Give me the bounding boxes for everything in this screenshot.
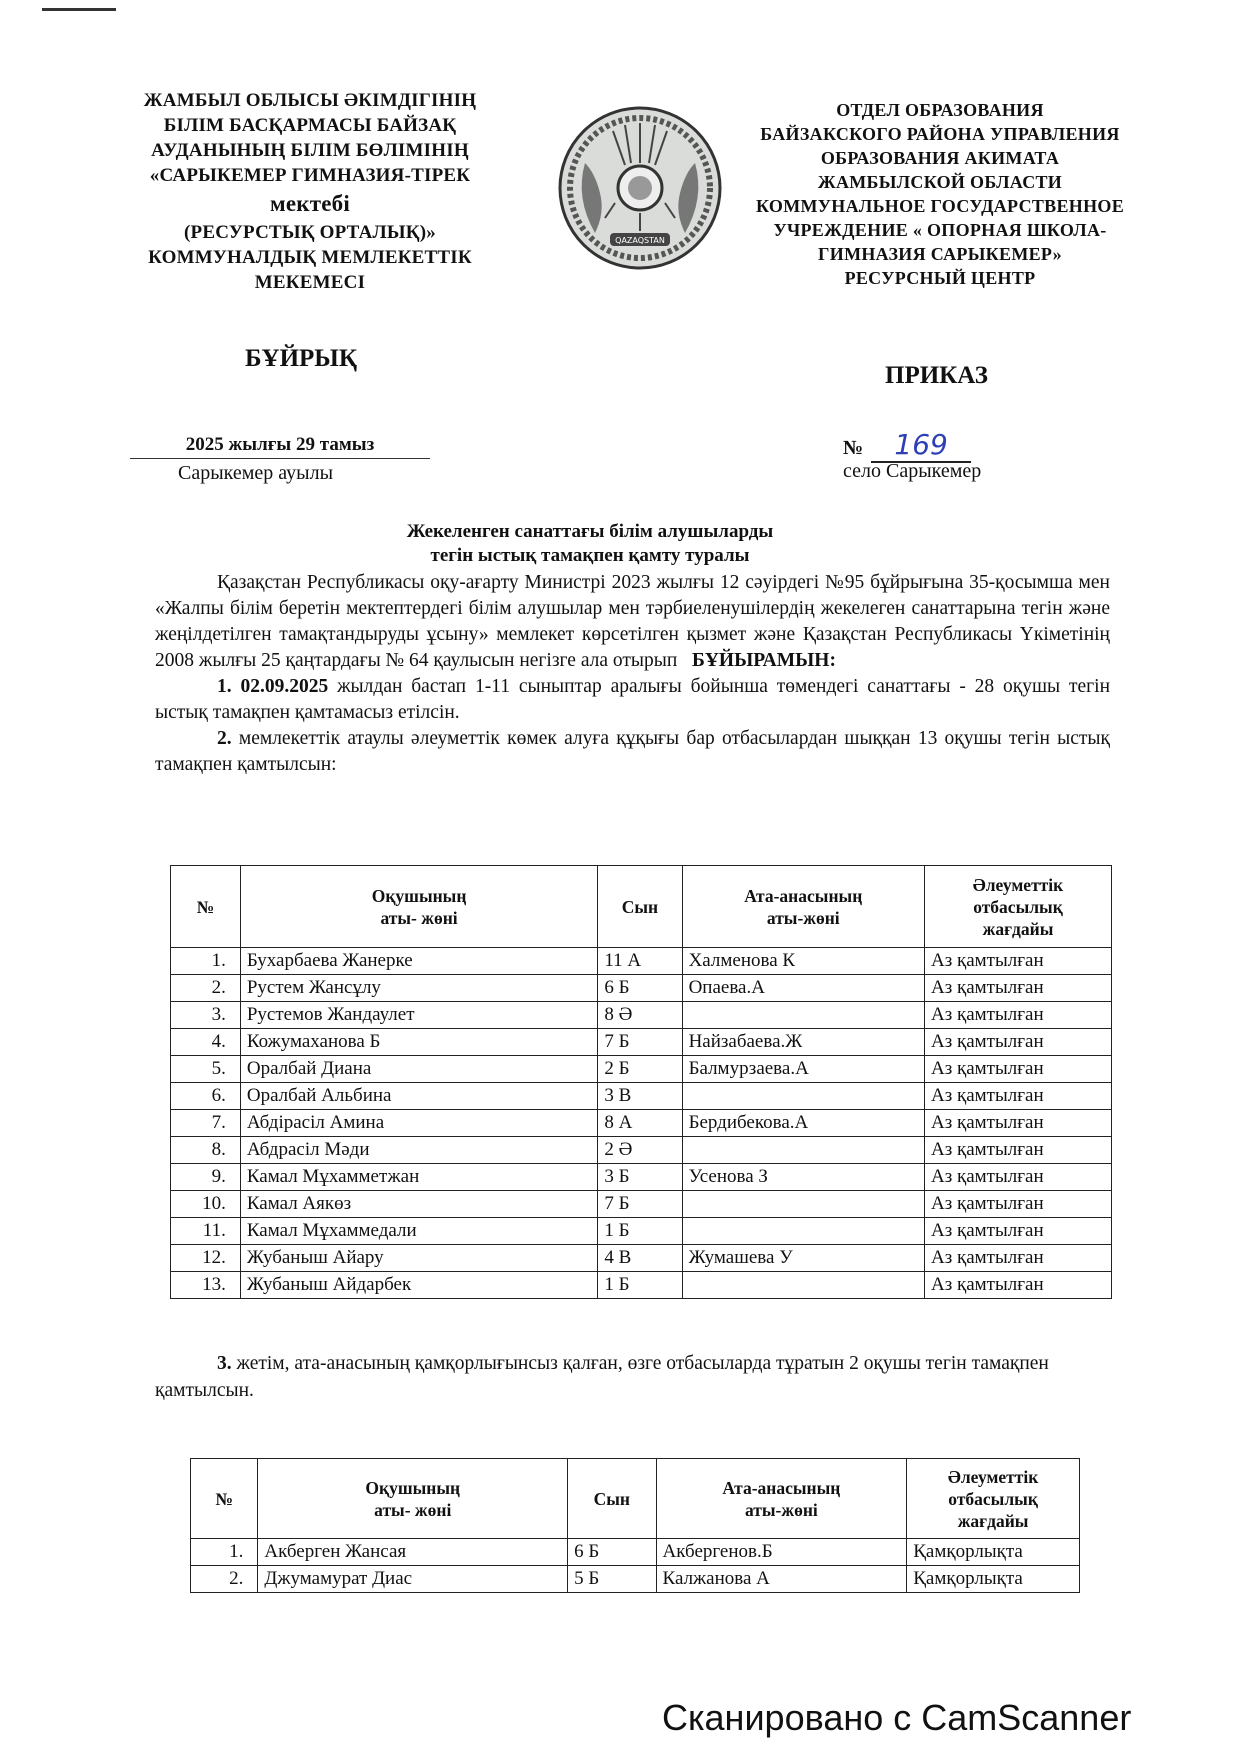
paragraph-3: 3. жетім, ата-анасының қамқорлығынсыз қалған, өзге отбасыларда тұратын 2 оқушы тегін тамақпен қамтылсын. — [155, 1353, 1049, 1401]
camscanner-watermark: Сканировано с CamScanner — [662, 1697, 1132, 1738]
col-header-parent: Ата-анасының аты-жөні — [656, 1459, 907, 1539]
table-row: 6. Оралбай Альбина 3 В Аз қамтылған — [171, 1083, 1112, 1110]
handwritten-number: 169 — [871, 428, 971, 463]
table-row: 1. Акберген Жансая 6 Б Акбергенов.Б Қамқорлықта — [191, 1539, 1080, 1566]
header-line: ГИМНАЗИЯ САРЫКЕМЕР» — [818, 244, 1062, 264]
header-line: УЧРЕЖДЕНИЕ « ОПОРНАЯ ШКОЛА- — [773, 220, 1107, 240]
table-row: 12. Жубаныш Айару 4 В Жумашева У Аз қамтылған — [171, 1245, 1112, 1272]
table-row: 13. Жубаныш Айдарбек 1 Б Аз қамтылған — [171, 1272, 1112, 1299]
header-line: РЕСУРСНЫЙ ЦЕНТР — [844, 268, 1036, 288]
col-header-parent: Ата-анасының аты-жөні — [682, 866, 924, 948]
table-row: 2. Рустем Жансұлу 6 Б Опаева.А Аз қамтылған — [171, 975, 1112, 1002]
subject-line: Жекеленген санаттағы білім алушыларды — [406, 521, 774, 542]
header-line: ЖАМБЫЛ ОБЛЫСЫ ӘКІМДІГІНІҢ — [143, 90, 477, 111]
col-header-class: Сын — [598, 866, 682, 948]
header-line: КОММУНАЛЬНОЕ ГОСУДАРСТВЕННОЕ — [755, 196, 1124, 216]
table-row: 8. Абдрасіл Мәди 2 Ә Аз қамтылған — [171, 1137, 1112, 1164]
table-row: 3. Рустемов Жандаулет 8 Ә Аз қамтылған — [171, 1002, 1112, 1029]
col-header-status: Әлеуметтік отбасылық жағдайы — [925, 866, 1112, 948]
paragraph-2: 2. мемлекеттік атаулы әлеуметтік көмек алуға құқығы бар отбасылардан шыққан 13 оқушы тегін ыстық тамақпен қамтылсын: — [155, 728, 1110, 775]
header-line: ЖАМБЫЛСКОЙ ОБЛАСТИ — [817, 172, 1063, 192]
table-low-income-students — [170, 865, 1112, 1299]
table-row: 2. Джумамурат Диас 5 Б Калжанова А Қамқорлықта — [191, 1566, 1080, 1593]
table-orphan-students — [190, 1458, 1080, 1593]
header-line: МЕКЕМЕСІ — [254, 272, 366, 293]
state-emblem-icon — [555, 103, 725, 273]
col-header-class: Сын — [568, 1459, 656, 1539]
paragraph-1: 1. 02.09.2025 жылдан бастап 1-11 сыныптар аралығы бойынша төмендегі санаттағы - 28 оқушы тегін ыстық тамақпен қамтамасыз етілсін. — [155, 676, 1111, 723]
header-kazakh-org — [130, 88, 490, 295]
col-header-student: Оқушының аты- жөні — [258, 1459, 568, 1539]
doc-place-kazakh: Сарыкемер ауылы — [178, 462, 333, 484]
header-line: БАЙЗАКСКОГО РАЙОНА УПРАВЛЕНИЯ — [760, 124, 1120, 144]
scan-artifact-line — [42, 8, 116, 11]
doc-subject — [300, 520, 880, 568]
table-row: 5. Оралбай Диана 2 Б Балмурзаева.А Аз қамтылған — [171, 1056, 1112, 1083]
table-row: 1. Бухарбаева Жанерке 11 А Халменова К Аз қамтылған — [171, 948, 1112, 975]
doc-number — [843, 428, 971, 463]
col-header-status: Әлеуметтік отбасылық жағдайы — [907, 1459, 1080, 1539]
doc-place-russian: село Сарыкемер — [843, 460, 982, 482]
header-line: мектебі — [270, 191, 350, 216]
number-prefix: № — [843, 437, 864, 459]
table-row: 11. Камал Мұхаммедали 1 Б Аз қамтылған — [171, 1218, 1112, 1245]
col-header-number: № — [191, 1459, 258, 1539]
header-line: (РЕСУРСТЫҚ ОРТАЛЫҚ)» — [184, 222, 436, 243]
doc-body — [155, 570, 1110, 778]
header-line: БІЛІМ БАСҚАРМАСЫ БАЙЗАҚ — [163, 115, 457, 136]
order-word: БҰЙЫРАМЫН: — [691, 650, 836, 671]
subject-line: тегін ыстық тамақпен қамту туралы — [430, 545, 750, 566]
header-line: «САРЫКЕМЕР ГИМНАЗИЯ-ТІРЕК — [149, 165, 471, 186]
svg-text:QAZAQSTAN: QAZAQSTAN — [615, 236, 665, 245]
doc-title-kazakh: БҰЙРЫҚ — [245, 345, 357, 372]
header-russian-org — [740, 98, 1140, 290]
table-row: 7. Абдірасіл Амина 8 А Бердибекова.А Аз қамтылған — [171, 1110, 1112, 1137]
header-line: ОБРАЗОВАНИЯ АКИМАТА — [820, 148, 1060, 168]
table-row: 9. Камал Мұхамметжан 3 Б Усенова З Аз қамтылған — [171, 1164, 1112, 1191]
table-row: 4. Кожумаханова Б 7 Б Найзабаева.Ж Аз қамтылған — [171, 1029, 1112, 1056]
doc-title-russian: ПРИКАЗ — [885, 362, 988, 389]
col-header-student: Оқушының аты- жөні — [240, 866, 597, 948]
header-line: КОММУНАЛДЫҚ МЕМЛЕКЕТТІК — [148, 247, 472, 268]
header-line: ОТДЕЛ ОБРАЗОВАНИЯ — [836, 100, 1044, 120]
header-line: АУДАНЫНЫҢ БІЛІМ БӨЛІМІНІҢ — [151, 140, 469, 161]
col-header-number: № — [171, 866, 241, 948]
doc-date: 2025 жылғы 29 тамыз — [130, 434, 430, 459]
table-row: 10. Камал Аякөз 7 Б Аз қамтылған — [171, 1191, 1112, 1218]
intro-paragraph: Қазақстан Республикасы оқу-ағарту Министрі 2023 жылғы 12 сәуірдегі №95 бұйрығына 35-қосымша мен «Жалпы білім беретін мектептердегі білім алушылар мен тәрбиеленушілердің жекелеген санаттарына тегін және жеңілдетілген тамақтандыруды ұсыну» мемлекет көрсетілген қызмет және Қазақстан Республикасы Үкіметінің 2008 жылғы 25 қаңтардағы № 64 қаулысын негізге ала отырып БҰЙЫРАМЫН: — [155, 572, 1110, 671]
